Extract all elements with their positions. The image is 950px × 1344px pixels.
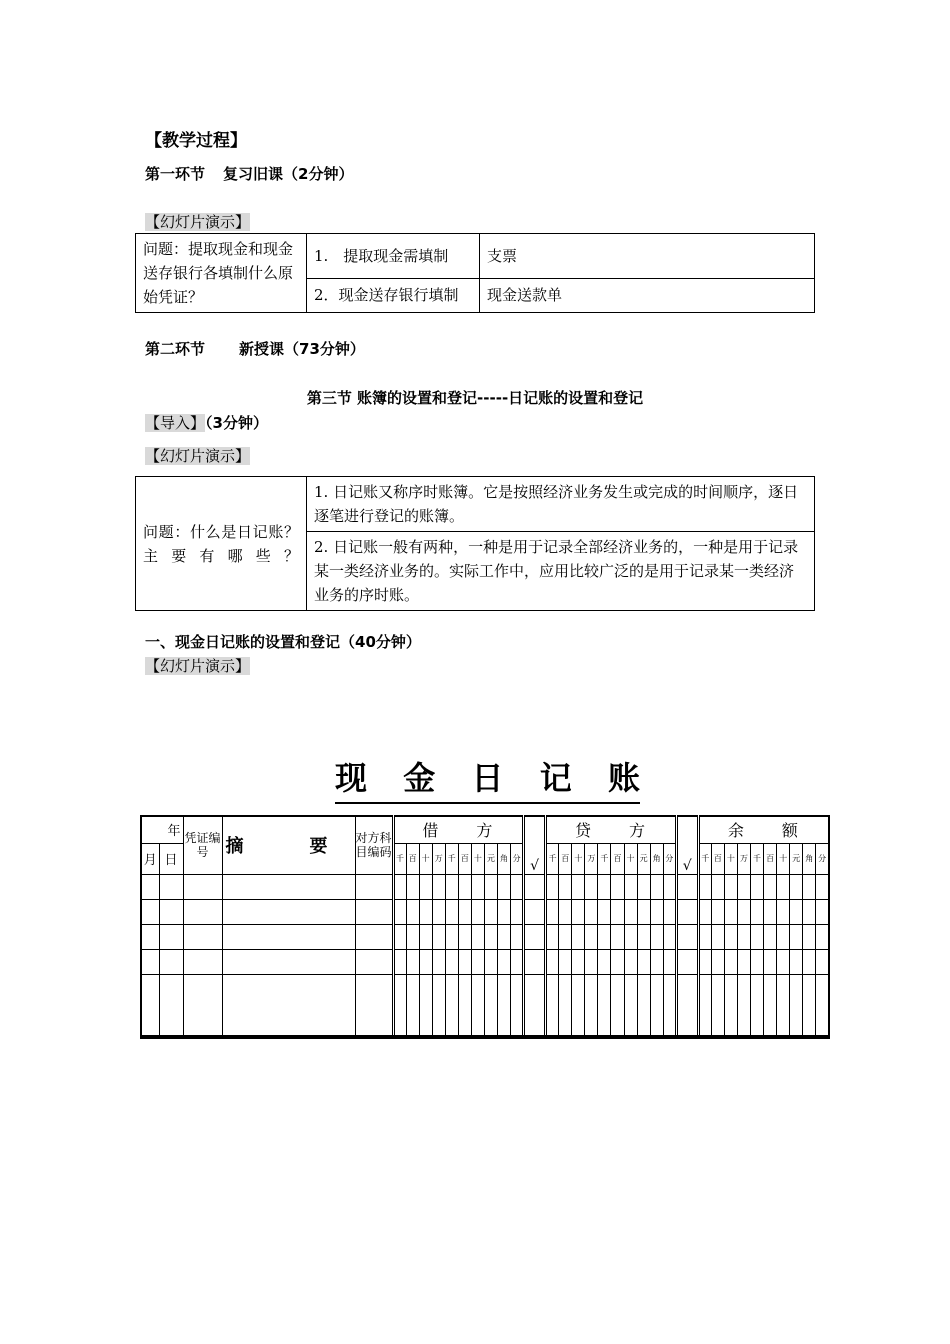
ledger-cell [724, 974, 737, 1037]
ledger-cell [663, 874, 676, 899]
ledger-cell [572, 974, 585, 1037]
ledger-cell [598, 899, 611, 924]
ledger-cell [637, 974, 650, 1037]
ledger-cell [803, 949, 816, 974]
ledger-cell [183, 974, 222, 1037]
ledger-cell [698, 949, 711, 974]
ledger-cell [458, 974, 471, 1037]
ledger-cell [624, 924, 637, 949]
ledger-cell [419, 874, 432, 899]
ledger-cell [445, 899, 458, 924]
ledger-cell [737, 874, 750, 899]
ledger-cell [624, 949, 637, 974]
ledger-cell [650, 949, 663, 974]
ledger-cell [355, 874, 393, 899]
debit-digit-header: 十 [419, 843, 432, 874]
slide-label-1: 【幻灯片演示】 [145, 213, 251, 231]
ledger-cell [611, 974, 624, 1037]
balance-digit-header: 角 [803, 843, 816, 874]
ledger-title-char: 账 [607, 759, 640, 797]
balance-digit-header: 十 [777, 843, 790, 874]
section-1-title: 复习旧课（2分钟） [223, 165, 354, 183]
ledger-cell [406, 899, 419, 924]
ledger-cell [585, 949, 598, 974]
balance-digit-header: 万 [737, 843, 750, 874]
ledger-cell [737, 949, 750, 974]
journal-table [135, 476, 815, 611]
ledger-cell [419, 949, 432, 974]
ledger-cell [471, 949, 484, 974]
ledger-cell [559, 874, 572, 899]
ledger-cell [511, 974, 524, 1037]
ledger-cell [624, 899, 637, 924]
ledger-cell [676, 924, 698, 949]
ledger-cell [764, 924, 777, 949]
voucher-header: 凭证编号 [183, 816, 222, 874]
ledger-cell [711, 974, 724, 1037]
ledger-cell [698, 924, 711, 949]
ledger-cell [790, 949, 803, 974]
ledger-cell [458, 949, 471, 974]
ledger-cell [445, 874, 458, 899]
ledger-cell [650, 899, 663, 924]
ledger-title-char: 金 [403, 759, 436, 797]
ledger-cell [598, 874, 611, 899]
ledger-cell [676, 974, 698, 1037]
debit-check-header: √ [524, 816, 546, 874]
ledger-cell [406, 949, 419, 974]
review-question: 问题：提取现金和现金送存银行各填制什么原始凭证？ [136, 234, 307, 313]
credit-header: 贷 方 [546, 816, 677, 843]
ledger-cell [764, 949, 777, 974]
ledger-cell [724, 949, 737, 974]
ledger-cell [559, 899, 572, 924]
ledger-cell [803, 874, 816, 899]
ledger-cell [790, 924, 803, 949]
debit-digit-header: 百 [458, 843, 471, 874]
ledger-cell [183, 874, 222, 899]
ledger-cell [524, 974, 546, 1037]
credit-check-header: √ [676, 816, 698, 874]
ledger-cell [393, 949, 406, 974]
review-item-2: 2．现金送存银行填制 [307, 278, 480, 312]
ledger-cell [471, 924, 484, 949]
section-1-label: 第一环节 [145, 165, 206, 183]
ledger-cell [751, 874, 764, 899]
ledger-cell [816, 874, 829, 899]
ledger-cell [393, 924, 406, 949]
ledger-cell [498, 974, 511, 1037]
ledger-cell [546, 949, 559, 974]
ledger-cell [419, 924, 432, 949]
intro-time: （3分钟） [205, 414, 268, 432]
credit-digit-header: 千 [598, 843, 611, 874]
ledger-cell [790, 974, 803, 1037]
debit-digit-header: 十 [471, 843, 484, 874]
ledger-cell [524, 949, 546, 974]
ledger-cell [222, 974, 355, 1037]
ledger-cell [751, 974, 764, 1037]
debit-digit-header: 分 [511, 843, 524, 874]
ledger-cell [585, 874, 598, 899]
ledger-cell [559, 949, 572, 974]
balance-digit-header: 分 [816, 843, 829, 874]
ledger-cell [698, 974, 711, 1037]
ledger-cell [711, 874, 724, 899]
ledger-cell [458, 874, 471, 899]
ledger-cell [141, 874, 159, 899]
credit-digit-header: 分 [663, 843, 676, 874]
ledger-cell [676, 949, 698, 974]
ledger-cell [650, 974, 663, 1037]
ledger-cell [484, 949, 497, 974]
ledger-cell [803, 899, 816, 924]
ledger-cell [355, 924, 393, 949]
ledger-cell [663, 899, 676, 924]
ledger-cell [751, 924, 764, 949]
ledger-cell [546, 924, 559, 949]
ledger-cell [650, 874, 663, 899]
ledger-cell [458, 899, 471, 924]
ledger-cell [419, 899, 432, 924]
ledger-cell [511, 899, 524, 924]
review-answer-1: 支票 [480, 234, 815, 279]
ledger-cell [711, 899, 724, 924]
credit-digit-header: 万 [585, 843, 598, 874]
ledger-cell [777, 899, 790, 924]
ledger-cell [676, 899, 698, 924]
ledger-cell [611, 899, 624, 924]
ledger-cell [141, 924, 159, 949]
ledger-cell [445, 974, 458, 1037]
ledger-cell [546, 874, 559, 899]
ledger-cell [803, 924, 816, 949]
ledger-cell [764, 874, 777, 899]
debit-digit-header: 千 [445, 843, 458, 874]
ledger-cell [611, 874, 624, 899]
ledger-cell [816, 974, 829, 1037]
ledger-cell [764, 974, 777, 1037]
review-table [135, 233, 815, 313]
ledger-cell [637, 949, 650, 974]
balance-header: 余 额 [698, 816, 829, 843]
ledger-cell [159, 974, 183, 1037]
ledger-cell [419, 974, 432, 1037]
ledger-cell [698, 899, 711, 924]
review-item-1: 1. 提取现金需填制 [307, 234, 480, 279]
ledger-cell [816, 924, 829, 949]
ledger-cell [355, 949, 393, 974]
balance-digit-header: 千 [698, 843, 711, 874]
ledger-cell [585, 899, 598, 924]
ledger-cell [471, 874, 484, 899]
page-heading: 【教学过程】 [145, 131, 247, 151]
ledger-cell [711, 924, 724, 949]
debit-digit-header: 万 [432, 843, 445, 874]
ledger-cell [777, 974, 790, 1037]
ledger-title-char: 现 [335, 759, 368, 797]
ledger-cell [816, 899, 829, 924]
ledger-cell [141, 899, 159, 924]
ledger-cell [458, 924, 471, 949]
ledger-cell [559, 924, 572, 949]
ledger-cell [611, 924, 624, 949]
ledger-cell [141, 974, 159, 1037]
ledger-cell [711, 949, 724, 974]
ledger-cell [598, 949, 611, 974]
section-3-title: 第三节 账簿的设置和登记-----日记账的设置和登记 [306, 389, 644, 407]
ledger-cell [511, 874, 524, 899]
journal-answer-1: 1. 日记账又称序时账簿。它是按照经济业务发生或完成的时间顺序，逐日逐笔进行登记的账簿。 [307, 477, 815, 532]
ledger-cell [159, 924, 183, 949]
ledger-cell [724, 924, 737, 949]
review-answer-2: 现金送款单 [480, 278, 815, 312]
ledger-cell [159, 874, 183, 899]
ledger-cell [737, 899, 750, 924]
ledger-cell [183, 949, 222, 974]
month-header: 月 [141, 843, 159, 874]
ledger-cell [764, 899, 777, 924]
credit-digit-header: 百 [559, 843, 572, 874]
balance-digit-header: 百 [711, 843, 724, 874]
ledger-row [141, 949, 829, 974]
balance-digit-header: 千 [751, 843, 764, 874]
ledger-cell [546, 899, 559, 924]
summary-header: 摘 要 [222, 816, 355, 874]
ledger-cell [751, 899, 764, 924]
ledger-cell [777, 924, 790, 949]
ledger-cell [637, 899, 650, 924]
ledger-cell [432, 974, 445, 1037]
slide-label-2: 【幻灯片演示】 [145, 447, 251, 465]
debit-digit-header: 百 [406, 843, 419, 874]
slide-label-3: 【幻灯片演示】 [145, 657, 251, 675]
ledger-cell [663, 924, 676, 949]
ledger-cell [524, 874, 546, 899]
ledger-row [141, 924, 829, 949]
ledger-title-char: 日 [471, 759, 504, 797]
ledger-cell [737, 924, 750, 949]
ledger-cell [751, 949, 764, 974]
ledger-cell [816, 949, 829, 974]
ledger-cell [393, 899, 406, 924]
ledger-cell [624, 874, 637, 899]
intro-line [145, 412, 268, 433]
ledger-cell [406, 924, 419, 949]
balance-digit-header: 十 [724, 843, 737, 874]
credit-digit-header: 十 [624, 843, 637, 874]
ledger-cell [790, 899, 803, 924]
ledger-cell [498, 899, 511, 924]
debit-digit-header: 角 [498, 843, 511, 874]
ledger-cell [572, 924, 585, 949]
ledger-cell [676, 874, 698, 899]
debit-digit-header: 元 [484, 843, 497, 874]
ledger-cell [183, 924, 222, 949]
ledger-cell [637, 874, 650, 899]
ledger-cell [222, 899, 355, 924]
debit-header: 借 方 [393, 816, 524, 843]
ledger-cell [445, 949, 458, 974]
ledger-cell [663, 949, 676, 974]
cash-journal-ledger [140, 815, 830, 1039]
ledger-cell [159, 949, 183, 974]
credit-digit-header: 百 [611, 843, 624, 874]
ledger-cell [406, 974, 419, 1037]
ledger-cell [524, 924, 546, 949]
ledger-cell [698, 874, 711, 899]
ledger-cell [393, 874, 406, 899]
ledger-cell [471, 899, 484, 924]
ledger-cell [611, 949, 624, 974]
ledger-cell [777, 874, 790, 899]
section-2-title: 新授课（73分钟） [239, 340, 365, 358]
ledger-cell [222, 924, 355, 949]
ledger-title-char: 记 [539, 759, 572, 797]
ledger-cell [498, 874, 511, 899]
ledger-cell [724, 899, 737, 924]
debit-digit-header: 千 [393, 843, 406, 874]
journal-question: 问题：什么是日记账？主要有哪些？ [136, 477, 307, 611]
ledger-cell [524, 899, 546, 924]
ledger-cell [432, 949, 445, 974]
ledger-cell [406, 874, 419, 899]
ledger-cell [484, 874, 497, 899]
ledger-cell [222, 949, 355, 974]
intro-label: 【导入】 [145, 414, 206, 432]
journal-answer-2: 2. 日记账一般有两种，一种是用于记录全部经济业务的，一种是用于记录某一类经济业务的。实际工作中，应用比较广泛的是用于记录某一类经济业务的序时账。 [307, 532, 815, 611]
credit-digit-header: 千 [546, 843, 559, 874]
ledger-cell [445, 924, 458, 949]
ledger-cell [585, 974, 598, 1037]
ledger-cell [355, 974, 393, 1037]
ledger-cell [724, 874, 737, 899]
credit-digit-header: 元 [637, 843, 650, 874]
ledger-cell [355, 899, 393, 924]
ledger-cell [572, 899, 585, 924]
ledger-cell [663, 974, 676, 1037]
ledger-cell [546, 974, 559, 1037]
part-1-title: 一、现金日记账的设置和登记（40分钟） [145, 633, 421, 651]
ledger-cell [432, 899, 445, 924]
section-2-label: 第二环节 [145, 340, 206, 358]
ledger-cell [737, 974, 750, 1037]
day-header: 日 [159, 843, 183, 874]
credit-digit-header: 十 [572, 843, 585, 874]
account-code-header: 对方科目编码 [355, 816, 393, 874]
ledger-title [335, 756, 640, 804]
year-header: 年 [141, 816, 183, 843]
ledger-cell [222, 874, 355, 899]
ledger-cell [572, 949, 585, 974]
ledger-cell [777, 949, 790, 974]
ledger-cell [498, 924, 511, 949]
ledger-cell [484, 974, 497, 1037]
ledger-cell [624, 974, 637, 1037]
credit-digit-header: 角 [650, 843, 663, 874]
balance-digit-header: 百 [764, 843, 777, 874]
ledger-cell [650, 924, 663, 949]
ledger-cell [598, 974, 611, 1037]
ledger-cell [559, 974, 572, 1037]
ledger-row [141, 974, 829, 1037]
section-2-heading [145, 338, 365, 359]
ledger-cell [585, 924, 598, 949]
ledger-cell [141, 949, 159, 974]
ledger-row [141, 899, 829, 924]
ledger-cell [598, 924, 611, 949]
ledger-cell [572, 874, 585, 899]
section-1-heading [145, 163, 353, 184]
balance-digit-header: 元 [790, 843, 803, 874]
ledger-cell [432, 924, 445, 949]
ledger-cell [637, 924, 650, 949]
ledger-row [141, 874, 829, 899]
ledger-cell [432, 874, 445, 899]
ledger-cell [803, 974, 816, 1037]
ledger-cell [498, 949, 511, 974]
ledger-cell [511, 924, 524, 949]
ledger-cell [511, 949, 524, 974]
ledger-cell [484, 899, 497, 924]
ledger-cell [159, 899, 183, 924]
ledger-cell [183, 899, 222, 924]
ledger-cell [484, 924, 497, 949]
ledger-cell [790, 874, 803, 899]
ledger-cell [471, 974, 484, 1037]
ledger-cell [393, 974, 406, 1037]
